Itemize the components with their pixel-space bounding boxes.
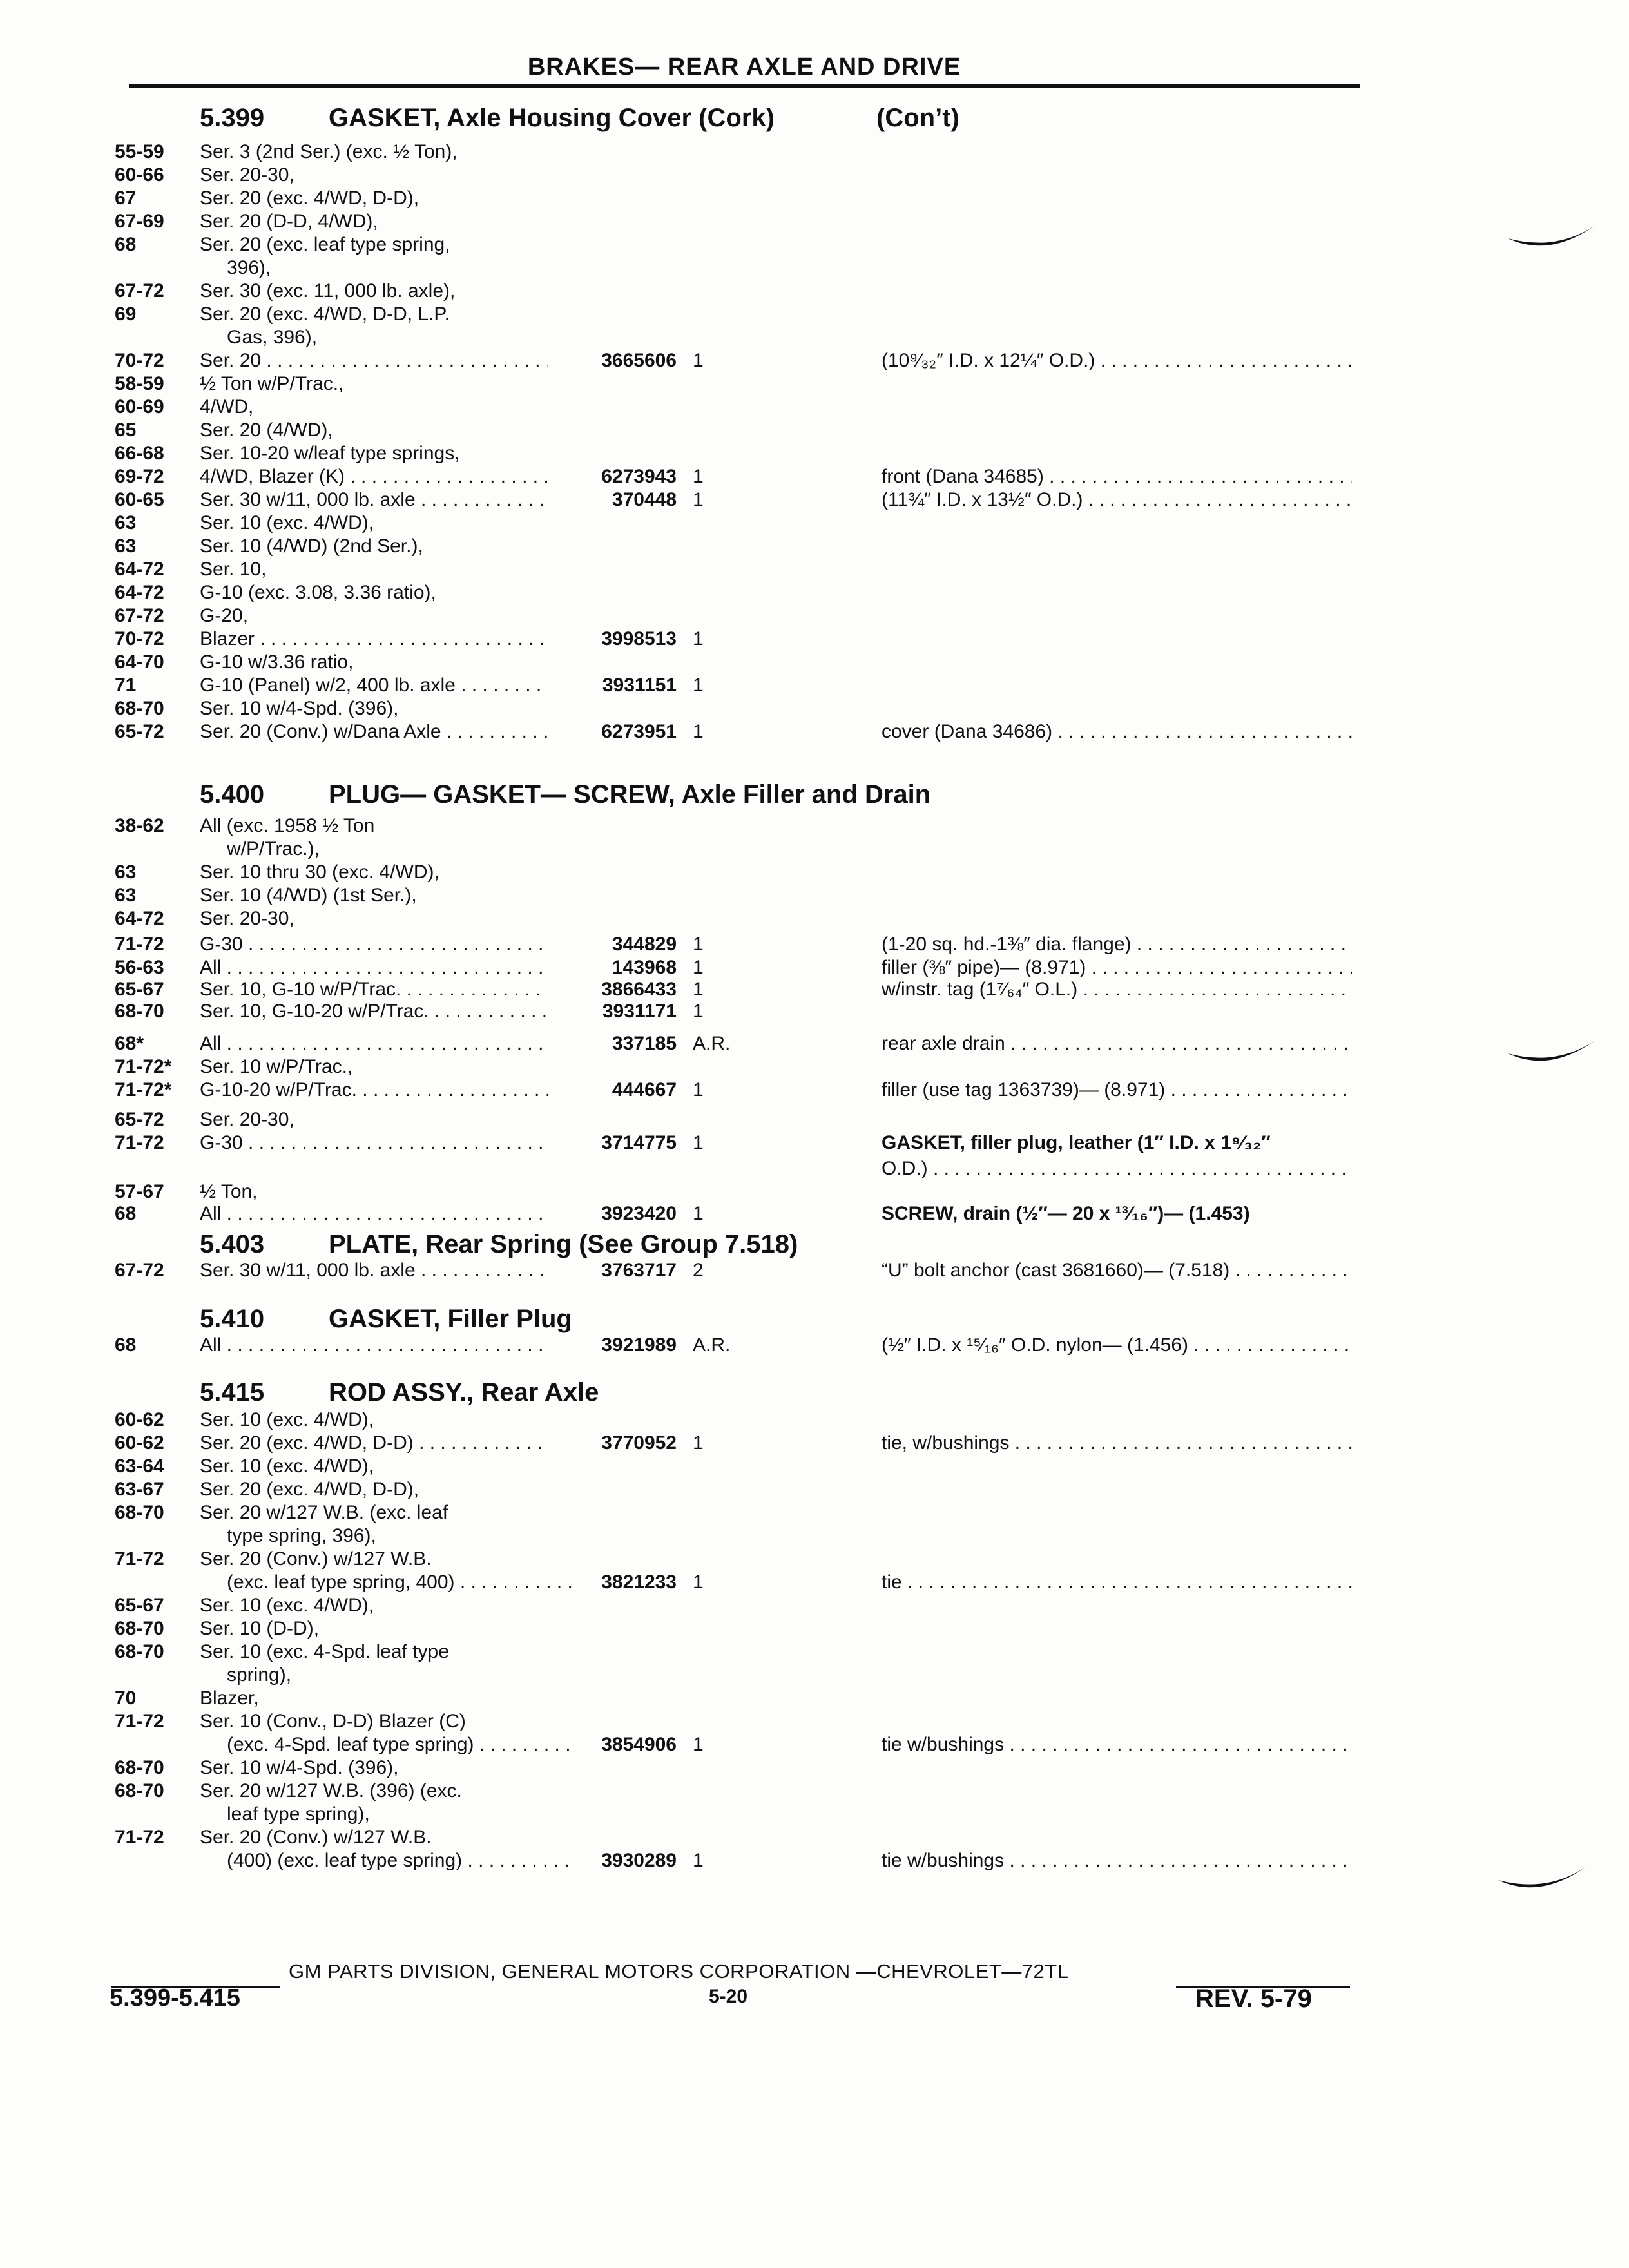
quantity: 1: [693, 1079, 704, 1100]
application-description: All . . .: [200, 1032, 548, 1055]
quantity: 1: [693, 934, 704, 955]
model-years: 68-70: [115, 1641, 164, 1662]
application-description: Ser. 20-30,: [200, 1109, 294, 1130]
application-description: Ser. 20 (exc. leaf type spring,: [200, 234, 450, 255]
model-years: 68-70: [115, 1618, 164, 1639]
model-years: 55-59: [115, 141, 164, 162]
part-number: 3665606: [601, 350, 677, 371]
quantity: 1: [693, 1001, 704, 1022]
application-description: Ser. 20 (4/WD),: [200, 419, 333, 441]
application-description: Ser. 10 (exc. 4-Spd. leaf type: [200, 1641, 449, 1662]
model-years: 64-72: [115, 559, 164, 580]
part-note: GASKET, filler plug, leather (1″ I.D. x 1⁹⁄₃₂″: [882, 1132, 1271, 1153]
section-title: GASKET, Filler Plug: [329, 1305, 572, 1333]
application-description: Ser. 20-30,: [200, 164, 294, 186]
section-number: 5.410: [200, 1305, 265, 1333]
application-description: Ser. 10 (exc. 4/WD),: [200, 512, 374, 533]
application-description: Ser. 30 w/11, 000 lb. axle . . .: [200, 1259, 548, 1282]
footer-revision: REV. 5-79: [1195, 1984, 1312, 2013]
part-number: 3998513: [601, 628, 677, 649]
section-number: 5.415: [200, 1378, 265, 1407]
footer-page-number: 5-20: [709, 1986, 748, 2007]
model-years: 66-68: [115, 443, 164, 464]
quantity: A.R.: [693, 1334, 731, 1356]
application-description: Ser. 10 w/4-Spd. (396),: [200, 1757, 399, 1778]
application-description: type spring, 396),: [227, 1525, 376, 1546]
part-note: rear axle drain . . .: [882, 1032, 1352, 1055]
application-description: (400) (exc. leaf type spring) . . .: [227, 1849, 575, 1872]
part-note: cover (Dana 34686) . . .: [882, 720, 1352, 744]
application-description: Ser. 3 (2nd Ser.) (exc. ½ Ton),: [200, 141, 458, 162]
quantity: 1: [693, 1734, 704, 1755]
part-note: “U” bolt anchor (cast 3681660)— (7.518) . . .: [882, 1259, 1352, 1282]
part-note: tie w/bushings . . .: [882, 1849, 1352, 1872]
model-years: 71-72: [115, 1132, 164, 1153]
model-years: 71-72: [115, 934, 164, 955]
part-number: 3714775: [601, 1132, 677, 1153]
application-description: Ser. 20 w/127 W.B. (exc. leaf: [200, 1502, 448, 1523]
application-description: Ser. 20 (exc. 4/WD, D-D),: [200, 1479, 419, 1500]
model-years: 71-72*: [115, 1056, 172, 1077]
application-description: Ser. 10 thru 30 (exc. 4/WD),: [200, 861, 439, 883]
model-years: 57-67: [115, 1181, 164, 1202]
application-description: G-10 w/3.36 ratio,: [200, 651, 354, 673]
application-description: Ser. 10 (D-D),: [200, 1618, 320, 1639]
model-years: 68-70: [115, 1757, 164, 1778]
application-description: All . . .: [200, 1202, 548, 1225]
application-description: Gas, 396),: [227, 327, 318, 348]
quantity: 1: [693, 489, 704, 510]
application-description: G-30 . . .: [200, 1131, 548, 1155]
model-years: 68: [115, 1334, 137, 1356]
part-number: 6273951: [601, 721, 677, 742]
page-title: BRAKES— REAR AXLE AND DRIVE: [527, 53, 961, 81]
quantity: 1: [693, 1203, 704, 1224]
model-years: 65-67: [115, 979, 164, 1000]
header-rule: [129, 84, 1360, 88]
part-number: 444667: [612, 1079, 677, 1100]
section-continued: (Con’t): [876, 104, 959, 132]
part-number: 3931151: [602, 675, 677, 696]
part-number: 143968: [612, 957, 677, 978]
section-title: GASKET, Axle Housing Cover (Cork): [329, 104, 775, 132]
part-note: filler (⅜″ pipe)— (8.971) . . .: [882, 956, 1352, 979]
model-years: 68-70: [115, 698, 164, 719]
part-number: 3921989: [601, 1334, 677, 1356]
application-description: Ser. 10, G-10-20 w/P/Trac. . . .: [200, 1000, 548, 1023]
application-description: All . . .: [200, 1334, 548, 1357]
application-description: Blazer,: [200, 1687, 259, 1709]
quantity: 2: [693, 1260, 704, 1281]
model-years: 68-70: [115, 1001, 164, 1022]
part-number: 3770952: [601, 1432, 677, 1454]
application-description: All (exc. 1958 ½ Ton: [200, 815, 375, 836]
application-description: Ser. 20 . . .: [200, 349, 548, 372]
model-years: 63: [115, 512, 137, 533]
section-title: PLATE, Rear Spring (See Group 7.518): [329, 1230, 798, 1258]
section-title: ROD ASSY., Rear Axle: [329, 1378, 599, 1407]
application-description: ½ Ton,: [200, 1181, 258, 1202]
section-number: 5.403: [200, 1230, 265, 1258]
quantity: A.R.: [693, 1033, 731, 1054]
model-years: 64-72: [115, 908, 164, 929]
part-note: filler (use tag 1363739)— (8.971) . . .: [882, 1079, 1352, 1102]
quantity: 1: [693, 957, 704, 978]
application-description: Ser. 20 (exc. 4/WD, D-D) . . .: [200, 1432, 548, 1455]
model-years: 68-70: [115, 1502, 164, 1523]
model-years: 60-66: [115, 164, 164, 186]
quantity: 1: [693, 979, 704, 1000]
quantity: 1: [693, 675, 704, 696]
model-years: 64-72: [115, 582, 164, 603]
application-description: w/P/Trac.),: [227, 838, 320, 860]
application-description: Ser. 20 (Conv.) w/127 W.B.: [200, 1548, 432, 1570]
model-years: 60-62: [115, 1432, 164, 1454]
part-number: 3931171: [602, 1001, 677, 1022]
binder-hole-mark-middle: [1505, 1028, 1601, 1073]
section-number: 5.400: [200, 780, 265, 809]
model-years: 67-72: [115, 1260, 164, 1281]
model-years: 60-62: [115, 1409, 164, 1430]
section-heading: [200, 1376, 599, 1408]
part-note: front (Dana 34685) . . .: [882, 465, 1352, 488]
model-years: 71-72: [115, 1827, 164, 1848]
part-number: 3821233: [601, 1571, 677, 1593]
model-years: 67: [115, 187, 137, 209]
application-description: Ser. 20-30,: [200, 908, 294, 929]
part-note: (11¾″ I.D. x 13½″ O.D.) . . .: [882, 488, 1352, 512]
model-years: 68-70: [115, 1780, 164, 1802]
application-description: G-20,: [200, 605, 249, 626]
application-description: Ser. 10 (exc. 4/WD),: [200, 1595, 374, 1616]
model-years: 68: [115, 1203, 137, 1224]
model-years: 67-72: [115, 605, 164, 626]
footer-section-range: 5.399-5.415: [110, 1984, 240, 2012]
part-number: 3923420: [601, 1203, 677, 1224]
application-description: Ser. 20 w/127 W.B. (396) (exc.: [200, 1780, 462, 1802]
quantity: 1: [693, 1432, 704, 1454]
part-note: (½″ I.D. x ¹⁵⁄₁₆″ O.D. nylon— (1.456) . . .: [882, 1334, 1352, 1357]
section-heading: [200, 102, 959, 134]
application-description: Ser. 20 (exc. 4/WD, D-D),: [200, 187, 419, 209]
quantity: 1: [693, 350, 704, 371]
part-number: 3930289: [601, 1850, 677, 1871]
part-note: O.D.) . . .: [882, 1157, 1352, 1180]
model-years: 38-62: [115, 815, 164, 836]
application-description: Ser. 10 (exc. 4/WD),: [200, 1456, 374, 1477]
application-description: 4/WD,: [200, 396, 254, 418]
application-description: Ser. 10 (exc. 4/WD),: [200, 1409, 374, 1430]
model-years: 69-72: [115, 466, 164, 487]
quantity: 1: [693, 466, 704, 487]
model-years: 68: [115, 234, 137, 255]
application-description: G-10-20 w/P/Trac. . . .: [200, 1079, 548, 1102]
application-description: Ser. 30 w/11, 000 lb. axle . . .: [200, 488, 548, 512]
section-number: 5.399: [200, 104, 265, 132]
application-description: Ser. 10,: [200, 559, 267, 580]
section-heading: [200, 1228, 798, 1260]
application-description: Ser. 30 (exc. 11, 000 lb. axle),: [200, 280, 456, 302]
part-number: 3763717: [601, 1260, 677, 1281]
application-description: Ser. 10 w/4-Spd. (396),: [200, 698, 399, 719]
application-description: Ser. 20 (D-D, 4/WD),: [200, 211, 378, 232]
part-note: (10⁹⁄₃₂″ I.D. x 12¼″ O.D.) . . .: [882, 349, 1352, 372]
application-description: G-10 (exc. 3.08, 3.36 ratio),: [200, 582, 436, 603]
model-years: 67-72: [115, 280, 164, 302]
part-note: SCREW, drain (½″— 20 x ¹³⁄₁₆″)— (1.453): [882, 1203, 1250, 1224]
part-number: 337185: [612, 1033, 677, 1054]
part-note: tie w/bushings . . .: [882, 1733, 1352, 1756]
application-description: Ser. 20 (Conv.) w/127 W.B.: [200, 1827, 432, 1848]
model-years: 65-72: [115, 721, 164, 742]
footer-publisher: GM PARTS DIVISION, GENERAL MOTORS CORPORATION —CHEVROLET—72TL: [289, 1960, 1069, 1983]
model-years: 56-63: [115, 957, 164, 978]
quantity: 1: [693, 1850, 704, 1871]
application-description: 4/WD, Blazer (K) . . .: [200, 465, 548, 488]
model-years: 64-70: [115, 651, 164, 673]
model-years: 65-72: [115, 1109, 164, 1130]
model-years: 58-59: [115, 373, 164, 394]
quantity: 1: [693, 1132, 704, 1153]
application-description: (exc. leaf type spring, 400) . . .: [227, 1571, 575, 1594]
application-description: Blazer . . .: [200, 628, 548, 651]
part-number: 3866433: [601, 979, 677, 1000]
model-years: 65: [115, 419, 137, 441]
application-description: Ser. 10 (4/WD) (1st Ser.),: [200, 885, 417, 906]
application-description: leaf type spring),: [227, 1803, 370, 1825]
model-years: 71: [115, 675, 137, 696]
application-description: spring),: [227, 1664, 292, 1686]
model-years: 69: [115, 303, 137, 325]
application-description: ½ Ton w/P/Trac.,: [200, 373, 344, 394]
application-description: Ser. 10, G-10 w/P/Trac. . . .: [200, 978, 548, 1001]
part-note: w/instr. tag (1⁷⁄₆₄″ O.L.) . . .: [882, 978, 1352, 1001]
model-years: 60-69: [115, 396, 164, 418]
model-years: 70-72: [115, 350, 164, 371]
application-description: All . . .: [200, 956, 548, 979]
application-description: G-10 (Panel) w/2, 400 lb. axle . . .: [200, 674, 548, 697]
application-description: Ser. 10-20 w/leaf type springs,: [200, 443, 460, 464]
application-description: Ser. 10 (4/WD) (2nd Ser.),: [200, 535, 423, 557]
application-description: G-30 . . .: [200, 933, 548, 956]
model-years: 63-67: [115, 1479, 164, 1500]
model-years: 67-69: [115, 211, 164, 232]
application-description: Ser. 20 (Conv.) w/Dana Axle . . .: [200, 720, 548, 744]
model-years: 65-67: [115, 1595, 164, 1616]
part-number: 3854906: [601, 1734, 677, 1755]
section-heading: [200, 1303, 572, 1335]
quantity: 1: [693, 721, 704, 742]
application-description: Ser. 20 (exc. 4/WD, D-D, L.P.: [200, 303, 450, 325]
model-years: 63: [115, 885, 137, 906]
model-years: 70-72: [115, 628, 164, 649]
model-years: 68*: [115, 1033, 144, 1054]
section-heading: [200, 778, 930, 811]
binder-hole-mark-bottom: [1495, 1856, 1592, 1901]
model-years: 63: [115, 861, 137, 883]
binder-hole-mark-top: [1505, 213, 1601, 258]
application-description: Ser. 10 (Conv., D-D) Blazer (C): [200, 1711, 466, 1732]
part-note: tie, w/bushings . . .: [882, 1432, 1352, 1455]
quantity: 1: [693, 1571, 704, 1593]
application-description: Ser. 10 w/P/Trac.,: [200, 1056, 353, 1077]
model-years: 71-72: [115, 1548, 164, 1570]
model-years: 70: [115, 1687, 137, 1709]
model-years: 71-72*: [115, 1079, 172, 1100]
part-note: (1-20 sq. hd.-1⅜″ dia. flange) . . .: [882, 933, 1352, 956]
model-years: 63-64: [115, 1456, 164, 1477]
model-years: 71-72: [115, 1711, 164, 1732]
part-note: tie . . .: [882, 1571, 1352, 1594]
application-description: (exc. 4-Spd. leaf type spring) . . .: [227, 1733, 575, 1756]
model-years: 63: [115, 535, 137, 557]
part-number: 6273943: [601, 466, 677, 487]
section-title: PLUG— GASKET— SCREW, Axle Filler and Drain: [329, 780, 931, 809]
part-number: 344829: [612, 934, 677, 955]
application-description: 396),: [227, 257, 271, 278]
quantity: 1: [693, 628, 704, 649]
part-number: 370448: [612, 489, 677, 510]
model-years: 60-65: [115, 489, 164, 510]
